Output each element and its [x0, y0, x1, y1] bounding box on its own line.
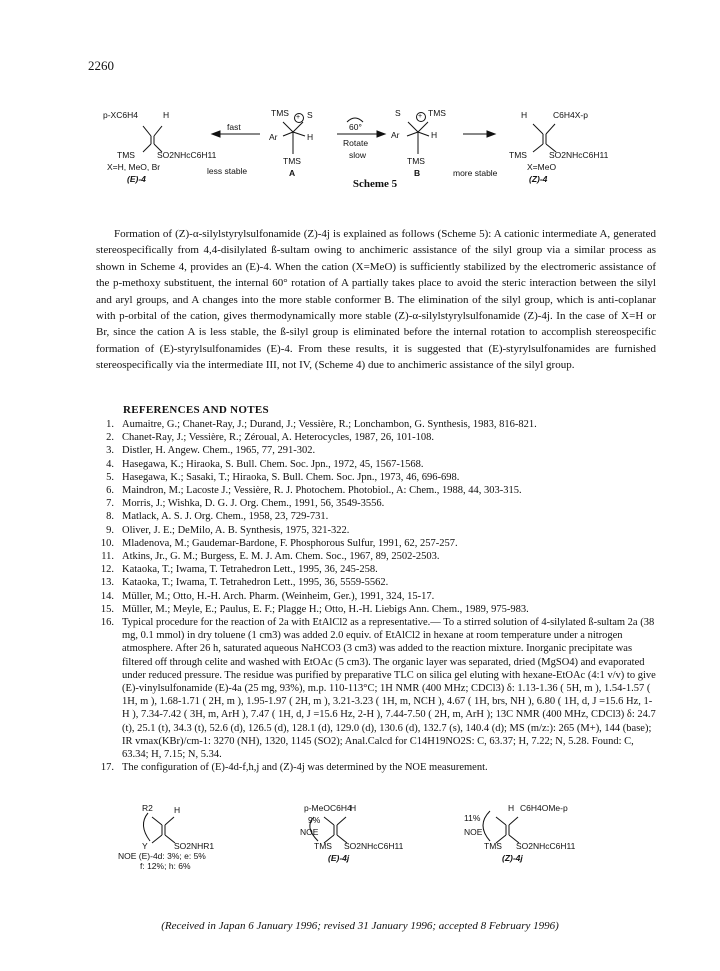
noe-s1-r2: R2: [142, 803, 153, 813]
reference-number: 15.: [100, 603, 114, 615]
noe-s3-h: H: [508, 803, 515, 813]
noe-s1-values-2: f: 12%; h: 6%: [140, 861, 191, 871]
scheme-a-tms-bottom: TMS: [283, 156, 301, 166]
noe-s2-tms: TMS: [314, 841, 332, 851]
reference-text: Distler, H. Angew. Chem., 1965, 77, 291-302.: [122, 445, 316, 457]
reference-text: Kataoka, T.; Iwama, T. Tetrahedron Lett., 1995, 36, 5559-5562.: [122, 577, 389, 589]
reference-item: [96, 537, 656, 550]
reference-number: 2.: [106, 432, 114, 444]
scheme-left-label: (E)-4: [127, 174, 146, 184]
noe-s3-noe: NOE: [464, 827, 483, 837]
noe-s3-tms: TMS: [484, 841, 502, 851]
scheme-angle: 60°: [349, 122, 362, 132]
reference-number: 14.: [100, 590, 114, 602]
page-number: 2260: [88, 58, 114, 73]
reference-number: 1.: [106, 419, 114, 430]
scheme-a-h: H: [307, 132, 314, 142]
reference-item: [96, 484, 656, 497]
scheme-left-aryl: p-XC6H4: [103, 110, 138, 120]
noe-s3-percent: 11%: [464, 813, 481, 823]
reference-number: 17.: [100, 762, 114, 774]
reference-number: 12.: [100, 564, 114, 576]
noe-s1-y: Y: [142, 841, 148, 851]
scheme-a-tms: TMS: [271, 108, 289, 118]
scheme-5-drawing: [115, 106, 635, 216]
reference-item: [96, 431, 656, 444]
reference-number: 9.: [106, 524, 114, 536]
reference-text: Typical procedure for the reaction of 2a with EtAlCl2 as a representative.— To a stirred solution of 4-silylated ß-sultam 2a (38 mg, 0.1 mmol) in dry toluene (1 cm3) was added 2.0 equiv. of EtAlCl2 in hexane at room temperature under a nitrogen atmosphere. After 26 h, saturated aqueous NaHCO3 (3 cm3) was added to the reaction mixture. Inorganic precipitate was filtered off through celite and washed with EtOAc (5 cm3). The organic layer was separated, dried (MgSO4) and evaporated under reduced pressure. The residue was purified by preparative TLC on silica gel eluting with hexane-EtOAc (4:1 v/v) to give (E)-vinylsulfonamide (E)-4a (25 mg, 93%), m.p. 110-113°C; 1H NMR (400 MHz; CDCl3) δ: 1.13-1.36 ( 5H, m ), 1.54-1.57 ( 1H, m ), 1.68-1.71 ( 2H, m ), 1.95-1.97 ( 2H, m ), 3.21-3.23 ( 1H, m, NCH ), 4.67 ( 1H, brs, NH ), 6.80 ( 1H, d, J =15.6 Hz, 1-H ), 7.34-7.42 ( 3H, m, ArH ), 7.47 ( 1H, d, J =15.6 Hz, 2-H ), 7.44-7.50 ( 2H, m, ArH ); 13C NMR (400 MHz, CDCl3) δ: 24.7 (t), 25.1 (t), 34.3 (t), 52.6 (d), 126.5 (d), 128.1 (d), 129.0 (d), 130.6 (d), 132.7 (s), 140.4 (d); MS (m/z:): 265 (M+), 144 (base); IR vmax(KBr)/cm-1: 3270 (NH), 1320, 1145 (SO2); Anal.Calcd for C14H19NO2S: C, 63.37; H, 7.22; N, 5.28. Found: C, 63.34; H, 7.15; N, 5.34.: [122, 617, 656, 761]
reference-item: [96, 444, 656, 457]
received-dates: (Received in Japan 6 January 1996; revised 31 January 1996; accepted 8 February 1996): [161, 920, 559, 932]
reference-item: [96, 550, 656, 563]
reference-number: 11.: [101, 551, 114, 563]
scheme-b-s: S: [395, 108, 401, 118]
reference-number: 13.: [100, 577, 114, 589]
reference-text: Müller, M.; Otto, H.-H. Arch. Pharm. (Weinheim, Ger.), 1991, 324, 15-17.: [122, 590, 435, 602]
reference-item: [96, 576, 656, 589]
reference-text: Hasegawa, K.; Sasaki, T.; Hiraoka, S. Bull. Chem. Soc. Jpn., 1973, 46, 696-698.: [122, 471, 460, 483]
reference-item: [96, 603, 656, 616]
reference-text: Oliver, J. E.; DeMilo, A. B. Synthesis, 1975, 321-322.: [122, 524, 350, 536]
reference-number: 5.: [106, 471, 114, 483]
reference-item: [96, 497, 656, 510]
reference-number: 6.: [106, 485, 114, 497]
noe-s1-values: NOE (E)-4d: 3%; e: 5%: [118, 851, 206, 861]
references-heading: REFERENCES AND NOTES: [123, 404, 269, 416]
scheme-a-label: A: [289, 168, 296, 178]
scheme-less-stable: less stable: [207, 166, 248, 176]
scheme-left-x: X=H, MeO, Br: [107, 162, 161, 172]
reference-text: Atkins, Jr., G. M.; Burgess, E. M. J. Am. Chem. Soc., 1967, 89, 2502-2503.: [122, 551, 440, 563]
scheme-more-stable: more stable: [453, 168, 498, 178]
reference-text: Müller, M.; Meyle, E.; Paulus, E. F.; Plagge H.; Otto, H.-H. Liebigs Ann. Chem., 1989, 975-983.: [122, 603, 529, 615]
noe-s2-aryl: p-MeOC6H4: [304, 803, 352, 813]
scheme-a-s: S: [307, 110, 313, 120]
reference-number: 7.: [106, 498, 114, 510]
reference-text: Mladenova, M.; Gaudemar-Bardone, F. Phosphorous Sulfur, 1991, 62, 257-257.: [122, 537, 458, 549]
reference-item: [96, 471, 656, 484]
scheme-5: [103, 106, 635, 216]
reference-text: Aumaitre, G.; Chanet-Ray, J.; Durand, J.; Vessière, R.; Lonchambon, G. Synthesis, 1983, 816-821.: [122, 419, 537, 430]
scheme-b-label: B: [414, 168, 421, 178]
scheme-slow: slow: [349, 150, 367, 160]
scheme-right-aryl: C6H4X-p: [553, 110, 588, 120]
reference-item: [96, 418, 656, 431]
scheme-right-h: H: [521, 110, 528, 120]
reference-item: [96, 510, 656, 523]
reference-item: [96, 590, 656, 603]
scheme-b-h: H: [431, 130, 438, 140]
noe-s2-h: H: [350, 803, 357, 813]
noe-s2-noe: NOE: [300, 827, 319, 837]
noe-s3-label: (Z)-4j: [502, 853, 523, 863]
reference-text: Morris, J.; Wishka, D. G. J. Org. Chem., 1991, 56, 3549-3556.: [122, 498, 385, 510]
scheme-rotate: Rotate: [343, 138, 369, 148]
reference-number: 8.: [106, 511, 114, 523]
scheme-right-so2: SO2NHcC6H11: [549, 150, 609, 160]
scheme-right-tms: TMS: [509, 150, 527, 160]
scheme-b-tms: TMS: [428, 108, 446, 118]
reference-text: Matlack, A. S. J. Org. Chem., 1958, 23, 729-731.: [122, 511, 329, 523]
reference-text: Kataoka, T.; Iwama, T. Tetrahedron Lett., 1995, 36, 245-258.: [122, 564, 378, 576]
reference-number: 10.: [100, 537, 114, 549]
reference-text: The configuration of (E)-4d-f,h,j and (Z)-4j was determined by the NOE measurement.: [122, 762, 488, 774]
reference-number: 3.: [106, 445, 114, 457]
scheme-a-plus: +: [296, 114, 301, 121]
references-list: [96, 418, 656, 774]
scheme-b-ar: Ar: [391, 130, 400, 140]
reference-number: 16.: [100, 617, 114, 629]
reference-text: Chanet-Ray, J.; Vessière, R.; Zéroual, A. Heterocycles, 1987, 26, 101-108.: [122, 432, 435, 444]
reference-item: [96, 524, 656, 537]
reference-item: [96, 761, 656, 774]
reference-item: [96, 616, 656, 761]
scheme-right-x: X=MeO: [527, 162, 557, 172]
noe-s3-aryl: C6H4OMe-p: [520, 803, 568, 813]
scheme-left-so2: SO2NHcC6H11: [157, 150, 217, 160]
scheme-b-tms-bottom: TMS: [407, 156, 425, 166]
noe-s2-label: (E)-4j: [328, 853, 350, 863]
reference-text: Maindron, M.; Lacoste J.; Vessière, R. J. Photochem. Photobiol., A: Chem., 1988, 44, 303-315.: [122, 485, 522, 497]
scheme-left-tms: TMS: [117, 150, 135, 160]
noe-s1-so2: SO2NHR1: [174, 841, 215, 851]
noe-s2-percent: 9%: [308, 815, 321, 825]
reference-number: 4.: [106, 458, 114, 470]
noe-structures: [118, 803, 638, 869]
scheme-caption: Scheme 5: [352, 178, 398, 190]
reference-item: [96, 563, 656, 576]
noe-s1-h: H: [174, 805, 181, 815]
noe-s3-so2: SO2NHcC6H11: [516, 841, 576, 851]
scheme-right-label: (Z)-4: [529, 174, 548, 184]
scheme-b-plus: +: [418, 113, 423, 120]
scheme-left-h: H: [163, 110, 170, 120]
scheme-a-ar: Ar: [269, 132, 278, 142]
scheme-fast: fast: [227, 122, 241, 132]
noe-s2-so2: SO2NHcC6H11: [344, 841, 404, 851]
reference-item: [96, 458, 656, 471]
reference-text: Hasegawa, K.; Hiraoka, S. Bull. Chem. Soc. Jpn., 1972, 45, 1567-1568.: [122, 458, 424, 470]
body-paragraph: Formation of (Z)-α-silylstyrylsulfonamide (Z)-4j is explained as follows (Scheme 5): A cationic intermediate A, generated stereospecifically from 4,4-disilylated ß-sultam owing to anchimeric assistance of the silyl group via a similar process as shown in Scheme 4, provides an (E)-4. When the cation (X=MeO) is sufficiently stabilized by the electromeric assistance of the p-methoxy substituent, the internal 60° rotation of A partially takes place to avoid the steric interaction between the silyl and aryl groups, and A changes into the more stable conformer B. The elimination of the silyl group, which is anti-coplanar with p-orbital of the cation, gives thermodynamically more stable (Z)-α-silylstyrylsulfonamide (Z)-4j. In the case of X=H or Br, since the cation A is less stable, the ß-silyl group is eliminated before the internal rotation to accomplish stereospecific formation of (E)-styrylsulfonamides (E)-4. From these results, it is suggested that (E)-styrylsulfonamides are furnished stereospecifically via the intermediate III, not IV, (Scheme 4) due to anchimeric assistance of the silyl group.: [96, 228, 656, 372]
